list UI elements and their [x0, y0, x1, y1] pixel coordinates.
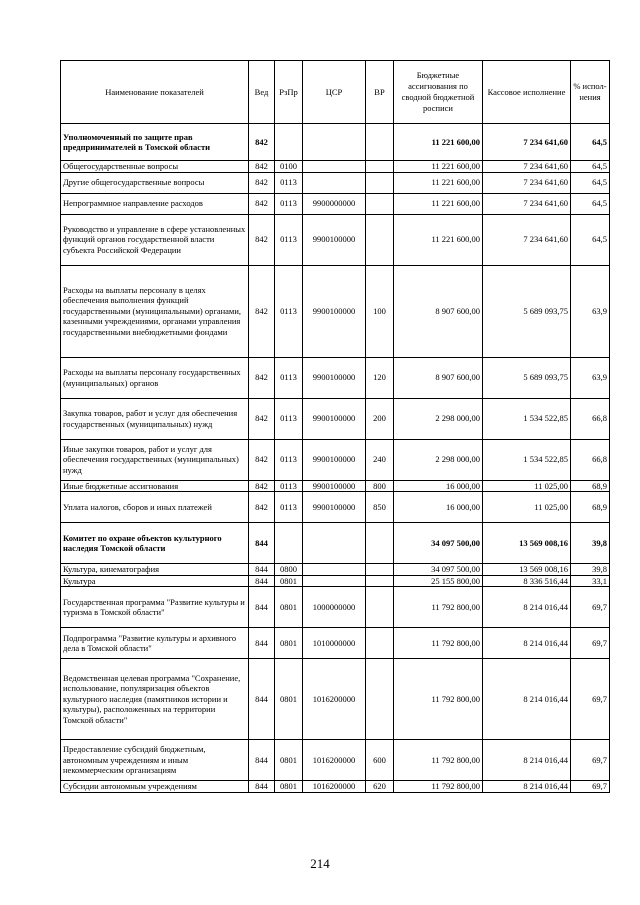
cell-budget: 11 792 800,00 [394, 628, 483, 659]
cell-vr [366, 214, 394, 265]
cell-rzpr [275, 124, 303, 161]
cell-vr: 100 [366, 265, 394, 357]
cell-budget: 11 792 800,00 [394, 587, 483, 628]
cell-budget: 34 097 500,00 [394, 523, 483, 564]
cell-pct: 66,8 [571, 398, 610, 439]
cell-cash: 11 025,00 [483, 492, 571, 523]
table-row [61, 628, 610, 659]
cell-budget: 11 792 800,00 [394, 781, 483, 793]
cell-csr: 1010000000 [303, 628, 366, 659]
cell-cash: 7 234 641,60 [483, 193, 571, 214]
cell-name: Предоставление субсидий бюджетным, автономным учреждениям и иным некоммерческим организациям [61, 740, 249, 781]
cell-pct: 69,7 [571, 781, 610, 793]
cell-csr: 1016200000 [303, 740, 366, 781]
cell-csr: 9900100000 [303, 357, 366, 398]
cell-csr: 1016200000 [303, 781, 366, 793]
cell-rzpr: 0801 [275, 575, 303, 587]
cell-rzpr: 0113 [275, 172, 303, 193]
cell-name: Комитет по охране объектов культурного наследия Томской области [61, 523, 249, 564]
cell-vr [366, 193, 394, 214]
cell-cash: 7 234 641,60 [483, 172, 571, 193]
cell-vr: 120 [366, 357, 394, 398]
cell-pct: 63,9 [571, 357, 610, 398]
cell-name: Руководство и управление в сфере установленных функций органов государственной власти субъекта Российской Федерации [61, 214, 249, 265]
table-row [61, 659, 610, 740]
cell-budget: 16 000,00 [394, 480, 483, 492]
cell-cash: 8 214 016,44 [483, 628, 571, 659]
cell-pct: 39,8 [571, 564, 610, 576]
cell-budget: 25 155 800,00 [394, 575, 483, 587]
cell-vr: 240 [366, 439, 394, 480]
cell-ved: 842 [249, 124, 275, 161]
cell-budget: 8 907 600,00 [394, 357, 483, 398]
cell-csr: 1000000000 [303, 587, 366, 628]
cell-name: Расходы на выплаты персоналу в целях обеспечения выполнения функций государственными (муниципальными) органами, казенными учреждениями, органами управления государственными внебюджетными фондами [61, 265, 249, 357]
header-pct: % испол-нения [571, 61, 610, 124]
cell-name: Общегосударственные вопросы [61, 161, 249, 173]
cell-vr [366, 659, 394, 740]
cell-name: Непрограммное направление расходов [61, 193, 249, 214]
cell-cash: 5 689 093,75 [483, 357, 571, 398]
cell-cash: 8 214 016,44 [483, 587, 571, 628]
cell-name: Ведомственная целевая программа "Сохранение, использование, популяризация объектов культурного наследия (памятников истории и культуры), расположенных на территории Томской области" [61, 659, 249, 740]
cell-name: Подпрограмма "Развитие культуры и архивного дела в Томской области" [61, 628, 249, 659]
table-body [61, 124, 610, 793]
cell-csr: 9900100000 [303, 492, 366, 523]
cell-rzpr: 0113 [275, 265, 303, 357]
cell-pct: 69,7 [571, 587, 610, 628]
table-row [61, 492, 610, 523]
cell-name: Иные бюджетные ассигнования [61, 480, 249, 492]
cell-csr: 1016200000 [303, 659, 366, 740]
cell-name: Уполномоченный по защите прав предпринимателей в Томской области [61, 124, 249, 161]
cell-budget: 11 221 600,00 [394, 161, 483, 173]
cell-vr [366, 523, 394, 564]
cell-cash: 5 689 093,75 [483, 265, 571, 357]
cell-csr: 9900100000 [303, 398, 366, 439]
cell-vr: 200 [366, 398, 394, 439]
cell-ved: 844 [249, 575, 275, 587]
table-row [61, 124, 610, 161]
cell-ved: 842 [249, 172, 275, 193]
cell-budget: 11 792 800,00 [394, 659, 483, 740]
cell-name: Культура, кинематография [61, 564, 249, 576]
cell-pct: 68,9 [571, 492, 610, 523]
cell-cash: 7 234 641,60 [483, 214, 571, 265]
cell-ved: 844 [249, 564, 275, 576]
cell-rzpr: 0801 [275, 659, 303, 740]
budget-execution-table [60, 60, 610, 793]
cell-ved: 844 [249, 523, 275, 564]
cell-cash: 13 569 008,16 [483, 523, 571, 564]
cell-budget: 11 792 800,00 [394, 740, 483, 781]
cell-rzpr: 0113 [275, 357, 303, 398]
cell-ved: 842 [249, 193, 275, 214]
cell-vr [366, 587, 394, 628]
cell-pct: 69,7 [571, 659, 610, 740]
cell-csr [303, 172, 366, 193]
cell-rzpr: 0801 [275, 781, 303, 793]
header-ved: Вед [249, 61, 275, 124]
table-row [61, 357, 610, 398]
header-budget: Бюджетные ассигнования по сводной бюджетной росписи [394, 61, 483, 124]
cell-budget: 34 097 500,00 [394, 564, 483, 576]
table-row [61, 398, 610, 439]
cell-budget: 8 907 600,00 [394, 265, 483, 357]
cell-cash: 8 214 016,44 [483, 740, 571, 781]
cell-cash: 1 534 522,85 [483, 398, 571, 439]
table-row [61, 172, 610, 193]
cell-ved: 842 [249, 398, 275, 439]
cell-rzpr [275, 523, 303, 564]
table-row [61, 740, 610, 781]
cell-pct: 64,5 [571, 193, 610, 214]
cell-vr [366, 161, 394, 173]
cell-rzpr: 0113 [275, 480, 303, 492]
cell-rzpr: 0801 [275, 740, 303, 781]
cell-cash: 8 336 516,44 [483, 575, 571, 587]
cell-name: Субсидии автономным учреждениям [61, 781, 249, 793]
cell-rzpr: 0113 [275, 398, 303, 439]
cell-budget: 11 221 600,00 [394, 193, 483, 214]
cell-cash: 11 025,00 [483, 480, 571, 492]
cell-csr: 9900100000 [303, 439, 366, 480]
table-row [61, 214, 610, 265]
cell-csr [303, 124, 366, 161]
cell-cash: 8 214 016,44 [483, 781, 571, 793]
cell-csr [303, 564, 366, 576]
cell-rzpr: 0800 [275, 564, 303, 576]
cell-cash: 8 214 016,44 [483, 659, 571, 740]
cell-budget: 2 298 000,00 [394, 439, 483, 480]
cell-budget: 2 298 000,00 [394, 398, 483, 439]
cell-budget: 16 000,00 [394, 492, 483, 523]
cell-ved: 842 [249, 480, 275, 492]
cell-name: Иные закупки товаров, работ и услуг для обеспечения государственных (муниципальных) нужд [61, 439, 249, 480]
cell-cash: 13 569 008,16 [483, 564, 571, 576]
table-row [61, 265, 610, 357]
cell-pct: 66,8 [571, 439, 610, 480]
cell-pct: 64,5 [571, 172, 610, 193]
table-row [61, 564, 610, 576]
cell-ved: 842 [249, 214, 275, 265]
cell-rzpr: 0801 [275, 628, 303, 659]
cell-budget: 11 221 600,00 [394, 214, 483, 265]
cell-cash: 1 534 522,85 [483, 439, 571, 480]
table-row [61, 575, 610, 587]
cell-rzpr: 0113 [275, 439, 303, 480]
cell-csr: 9900000000 [303, 193, 366, 214]
cell-rzpr: 0100 [275, 161, 303, 173]
cell-ved: 844 [249, 781, 275, 793]
cell-pct: 69,7 [571, 740, 610, 781]
cell-name: Расходы на выплаты персоналу государственных (муниципальных) органов [61, 357, 249, 398]
header-csr: ЦСР [303, 61, 366, 124]
table-row [61, 161, 610, 173]
header-rzpr: РзПр [275, 61, 303, 124]
cell-csr [303, 161, 366, 173]
cell-rzpr: 0113 [275, 492, 303, 523]
cell-pct: 64,5 [571, 214, 610, 265]
cell-name: Закупка товаров, работ и услуг для обеспечения государственных (муниципальных) нужд [61, 398, 249, 439]
cell-vr: 620 [366, 781, 394, 793]
cell-ved: 844 [249, 740, 275, 781]
page-number: 214 [310, 856, 330, 871]
table-row [61, 523, 610, 564]
cell-vr [366, 172, 394, 193]
header-vr: ВР [366, 61, 394, 124]
cell-pct: 68,9 [571, 480, 610, 492]
cell-pct: 33,1 [571, 575, 610, 587]
cell-budget: 11 221 600,00 [394, 172, 483, 193]
table-row [61, 781, 610, 793]
cell-rzpr: 0801 [275, 587, 303, 628]
cell-budget: 11 221 600,00 [394, 124, 483, 161]
table-row [61, 480, 610, 492]
cell-vr [366, 564, 394, 576]
cell-ved: 842 [249, 439, 275, 480]
cell-ved: 842 [249, 161, 275, 173]
cell-ved: 844 [249, 587, 275, 628]
table-row [61, 439, 610, 480]
table-row [61, 587, 610, 628]
cell-pct: 64,5 [571, 161, 610, 173]
cell-csr: 9900100000 [303, 480, 366, 492]
cell-cash: 7 234 641,60 [483, 161, 571, 173]
table-header-row [61, 61, 610, 124]
cell-csr [303, 575, 366, 587]
cell-cash: 7 234 641,60 [483, 124, 571, 161]
cell-vr [366, 628, 394, 659]
cell-ved: 844 [249, 659, 275, 740]
cell-vr: 600 [366, 740, 394, 781]
header-cash: Кассовое исполнение [483, 61, 571, 124]
cell-csr [303, 523, 366, 564]
cell-pct: 69,7 [571, 628, 610, 659]
cell-name: Уплата налогов, сборов и иных платежей [61, 492, 249, 523]
cell-csr: 9900100000 [303, 265, 366, 357]
table-row [61, 193, 610, 214]
cell-name: Культура [61, 575, 249, 587]
cell-pct: 63,9 [571, 265, 610, 357]
cell-vr: 850 [366, 492, 394, 523]
cell-name: Государственная программа "Развитие культуры и туризма в Томской области" [61, 587, 249, 628]
cell-ved: 842 [249, 265, 275, 357]
cell-ved: 844 [249, 628, 275, 659]
cell-vr: 800 [366, 480, 394, 492]
cell-rzpr: 0113 [275, 193, 303, 214]
header-name: Наименование показателей [61, 61, 249, 124]
cell-rzpr: 0113 [275, 214, 303, 265]
cell-ved: 842 [249, 492, 275, 523]
cell-pct: 64,5 [571, 124, 610, 161]
cell-vr [366, 575, 394, 587]
cell-ved: 842 [249, 357, 275, 398]
cell-csr: 9900100000 [303, 214, 366, 265]
cell-vr [366, 124, 394, 161]
cell-name: Другие общегосударственные вопросы [61, 172, 249, 193]
cell-pct: 39,8 [571, 523, 610, 564]
